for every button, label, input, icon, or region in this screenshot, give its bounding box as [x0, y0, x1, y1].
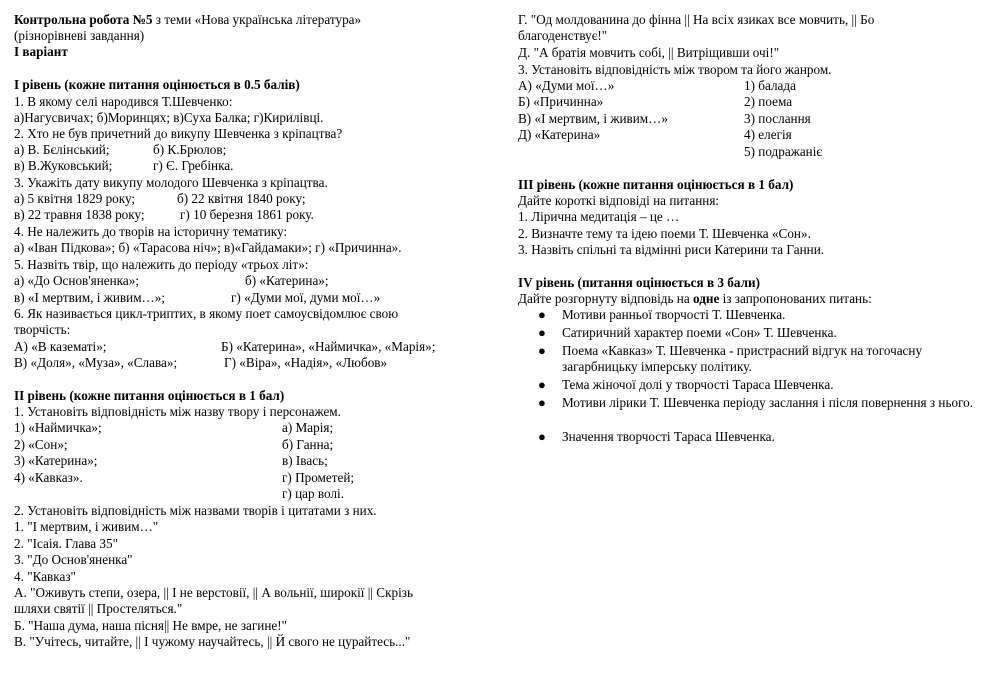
work-item: 3) «Катерина»; — [14, 453, 98, 468]
level1-heading: І рівень (кожне питання оцінюється в 0.5 балів) — [14, 77, 300, 92]
answer-option: Б) «Катерина», «Наймичка», «Марія»; — [221, 339, 436, 354]
answer-option: а) «До Основ'яненка»; — [14, 273, 140, 288]
character-item: а) Марія; — [282, 420, 334, 435]
instruction: Дайте розгорнуту відповідь на одне із запропонованих питань: — [518, 291, 872, 306]
answer-option: б) «Катерина»; — [245, 273, 329, 288]
level4-heading: ІV рівень (питання оцінюється в 3 бали) — [518, 275, 760, 290]
work-item: В) «І мертвим, і живим…» — [518, 111, 668, 126]
question: 1. Установіть відповідність між назву твору і персонажем. — [14, 404, 341, 419]
quote: А. "Оживуть степи, озера, || І не верстовії, || А вольнії, широкії || Скрізь — [14, 585, 413, 600]
genre-item: 1) балада — [744, 78, 796, 93]
document-title: Контрольна робота №5 з теми «Нова українська література» — [14, 12, 362, 27]
question: 2. Хто не був причетний до викупу Шевченка з кріпацтва? — [14, 126, 343, 141]
work-item: Д) «Катерина» — [518, 127, 601, 142]
quote-continued: шляхи святії || Простеляться." — [14, 601, 183, 616]
work-item: 3. "До Основ'яненка" — [14, 552, 133, 567]
quote: Г. "Од молдованина до фінна || На всіх язиках все мовчить, || Бо — [518, 12, 875, 27]
bullet-icon: ● — [538, 325, 546, 340]
answer-option: а) 5 квітня 1829 року; — [14, 191, 136, 206]
genre-item: 3) послання — [744, 111, 811, 126]
bullet-icon: ● — [538, 307, 546, 322]
quote: В. "Учітесь, читайте, || І чужому научайтесь, || Й свого не цурайтесь..." — [14, 634, 411, 649]
variant-label: І варіант — [14, 44, 68, 59]
question: 6. Як називається цикл-триптих, в якому поет самоусвідомлює свою — [14, 306, 399, 321]
instruction: Дайте короткі відповіді на питання: — [518, 193, 720, 208]
answer-option: в) «І мертвим, і живим…»; — [14, 290, 166, 305]
work-item: 4) «Кавказ». — [14, 470, 83, 485]
answer-option: в) В.Жуковський; — [14, 158, 113, 173]
question: 1. Ліричнa медитація – це … — [518, 209, 680, 224]
question: 4. Не належить до творів на історичну тематику: — [14, 224, 288, 239]
work-item: 1. "І мертвим, і живим…" — [14, 519, 159, 534]
genre-item: 2) поема — [744, 94, 793, 109]
answer-option: г) «Думи мої, думи мої…» — [231, 290, 381, 305]
answer-option: г) Є. Гребінка. — [153, 158, 234, 173]
work-item: Б) «Причинна» — [518, 94, 604, 109]
answer-option: а) В. Бєлінський; — [14, 142, 110, 157]
question: 3. Назвіть спільні та відмінні риси Катерини та Ганни. — [518, 242, 825, 257]
answer-option: Г) «Віра», «Надія», «Любов» — [224, 355, 388, 370]
work-item: 2) «Сон»; — [14, 437, 68, 452]
question: 5. Назвіть твір, що належить до періоду «трьох літ»: — [14, 257, 309, 272]
document-subtitle: (різнорівневі завдання) — [14, 28, 145, 43]
question: 2. Установіть відповідність між назвами творів і цитатами з них. — [14, 503, 377, 518]
bullet-icon: ● — [538, 377, 546, 392]
question: 2. Визначте тему та ідею поеми Т. Шевченка «Сон». — [518, 226, 811, 241]
answer-options: а)Нагусвичах; б)Моринцях; в)Суха Балка; г)Кирилівці. — [14, 110, 324, 125]
answer-option: в) 22 травня 1838 року; — [14, 207, 145, 222]
answer-options: а) «Іван Підкова»; б) «Тарасова ніч»; в)«Гайдамаки»; г) «Причинна». — [14, 240, 402, 255]
work-item: 4. "Кавказ" — [14, 569, 76, 584]
work-item: 1) «Наймичка»; — [14, 420, 102, 435]
character-item: г) Прометей; — [282, 470, 355, 485]
level3-heading: ІІІ рівень (кожне питання оцінюється в 1 бал) — [518, 177, 794, 192]
question-continued: творчість: — [14, 322, 71, 337]
work-item: А) «Думи мої…» — [518, 78, 615, 93]
character-item: в) Івась; — [282, 453, 328, 468]
quote: Д. "А братія мовчить собі, || Витріщивши очі!" — [518, 45, 780, 60]
bullet-icon: ● — [538, 429, 546, 444]
bullet-icon: ● — [538, 395, 546, 410]
quote: Б. "Наша дума, наша пісня|| Не вмре, не загине!" — [14, 618, 288, 633]
work-item: 2. "Ісаія. Глава 35" — [14, 536, 118, 551]
character-item: б) Ганна; — [282, 437, 334, 452]
character-item: г) цар волі. — [282, 486, 344, 501]
level2-heading: ІІ рівень (кожне питання оцінюється в 1 бал) — [14, 388, 285, 403]
answer-option: А) «В казематі»; — [14, 339, 107, 354]
question: 3. Установіть відповідність між твором та його жанром. — [518, 62, 832, 77]
answer-option: б) 22 квітня 1840 року; — [177, 191, 306, 206]
question: 3. Укажіть дату викупу молодого Шевченка з кріпацтва. — [14, 175, 328, 190]
genre-item: 4) елегія — [744, 127, 792, 142]
bullet-icon: ● — [538, 343, 546, 358]
quote-continued: благоденствує!" — [518, 28, 608, 43]
answer-option: г) 10 березня 1861 року. — [180, 207, 314, 222]
answer-option: В) «Доля», «Муза», «Слава»; — [14, 355, 178, 370]
answer-option: б) К.Брюлов; — [153, 142, 227, 157]
question: 1. В якому селі народився Т.Шевченко: — [14, 94, 233, 109]
genre-item: 5) подражаніє — [744, 144, 823, 159]
